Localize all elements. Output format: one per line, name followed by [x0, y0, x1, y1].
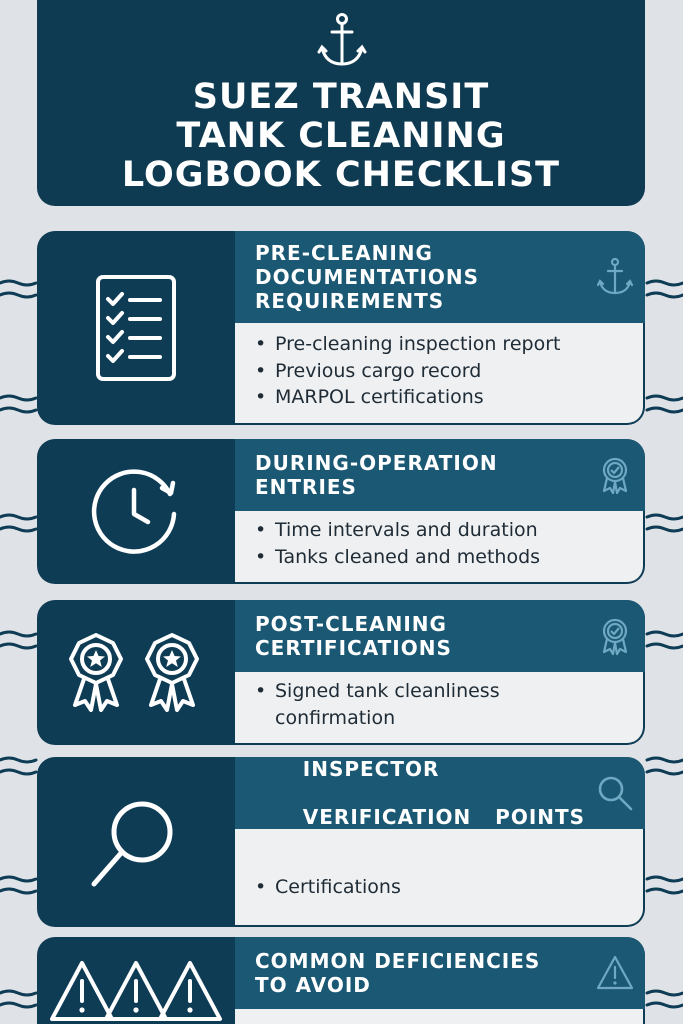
section-title-line: PRE-CLEANING	[255, 241, 433, 265]
section-list	[235, 1009, 643, 1024]
list-item: • Previous cargo record	[255, 358, 633, 385]
title-line: LOGBOOK CHECKLIST	[121, 155, 561, 195]
section-title-line: ENTRIES	[255, 475, 357, 499]
warning-triangles-icon	[48, 959, 224, 1023]
list-item: • Time intervals and duration	[255, 517, 633, 544]
anchor-icon	[317, 12, 367, 70]
section-title-line: POST-CLEANING	[255, 612, 447, 636]
section-title-band	[235, 937, 645, 1009]
list-item: • MARPOL certifications	[255, 384, 633, 411]
section-title-line: TO AVOID	[255, 973, 371, 997]
section-common-deficiencies	[37, 937, 645, 1024]
section-title-band	[235, 757, 645, 829]
section-list	[235, 511, 643, 582]
section-icon-area	[37, 600, 235, 745]
award-ribbon-icon	[595, 616, 635, 656]
section-list	[235, 672, 643, 743]
title-line: TANK CLEANING	[176, 116, 506, 156]
section-title-band	[235, 231, 645, 323]
section-list	[235, 323, 643, 423]
award-badges-icon	[66, 631, 206, 715]
section-icon-area	[37, 937, 235, 1024]
section-title-band	[235, 439, 645, 511]
magnifier-icon	[86, 792, 186, 892]
section-title-line: DOCUMENTATIONS	[255, 265, 480, 289]
section-icon-area	[37, 757, 235, 927]
list-item: • Signed tank cleanliness confirmation	[255, 678, 523, 731]
section-title-line: COMMON DEFICIENCIES	[255, 949, 541, 973]
section-title-line: VERIFICATION POINTS	[302, 805, 586, 829]
award-ribbon-icon	[595, 455, 635, 495]
section-icon-area	[37, 439, 235, 584]
section-list	[235, 829, 643, 925]
section-title-line: DURING-OPERATION	[255, 451, 498, 475]
list-item: • Tanks cleaned and methods	[255, 544, 633, 571]
section-title-line: INSPECTOR	[302, 757, 440, 781]
section-icon-area	[37, 231, 235, 425]
section-title-line: CERTIFICATIONS	[255, 636, 452, 660]
section-inspector-verification	[37, 757, 645, 927]
section-title-band	[235, 600, 645, 672]
header-banner	[37, 0, 645, 206]
section-title	[255, 241, 585, 313]
page-title	[37, 78, 645, 195]
section-title	[255, 949, 595, 997]
title-line: SUEZ TRANSIT	[192, 77, 490, 117]
section-title	[255, 612, 585, 660]
section-pre-cleaning	[37, 231, 645, 425]
section-title-line: REQUIREMENTS	[255, 289, 445, 313]
section-post-cleaning	[37, 600, 645, 745]
checklist-icon	[94, 273, 178, 383]
clock-icon	[88, 464, 184, 560]
warning-icon	[595, 953, 635, 993]
section-title	[255, 451, 585, 499]
anchor-icon	[595, 257, 635, 297]
list-item: • Pre-cleaning inspection report	[255, 331, 633, 358]
list-item: • Certifications	[255, 874, 633, 901]
search-icon	[595, 773, 635, 813]
section-during-operation	[37, 439, 645, 584]
